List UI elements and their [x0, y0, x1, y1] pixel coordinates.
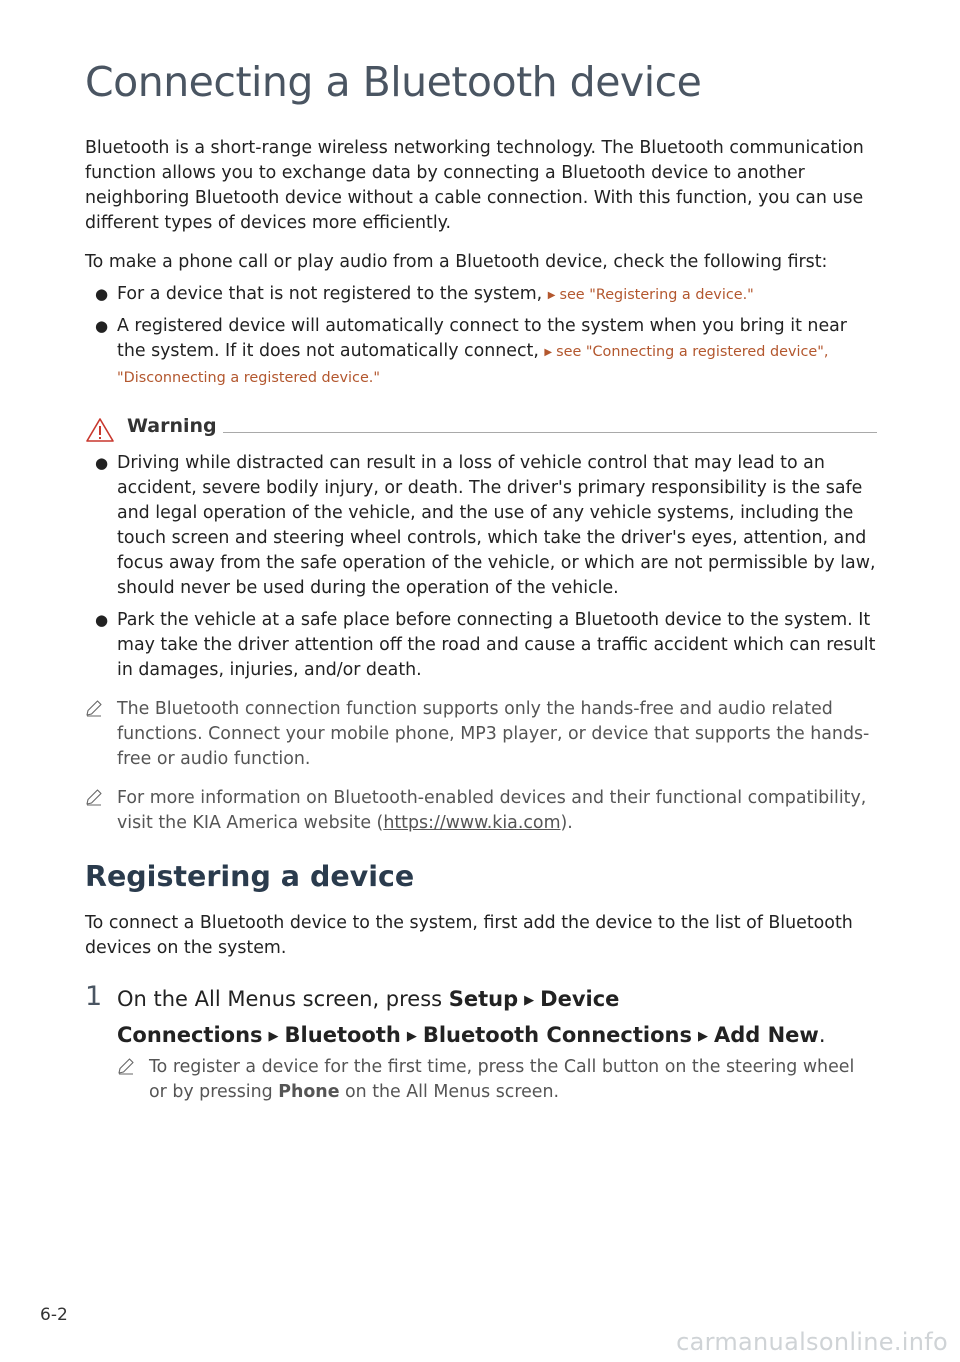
watermark: carmanualsonline.info [676, 1328, 948, 1356]
cross-reference-link[interactable]: ▶ see "Connecting a registered device", "Disconnecting a registered device." [117, 344, 829, 386]
divider [223, 432, 877, 433]
step-number: 1 [85, 981, 103, 1012]
menu-path-setup: Setup [448, 987, 519, 1011]
cross-reference-link[interactable]: ▶ see "Registering a device." [547, 287, 754, 303]
menu-path-bluetooth: Bluetooth [284, 1023, 401, 1047]
list-item: ● For a device that is not registered to the system, ▶ see "Registering a device." [117, 282, 877, 308]
list-item: ● A registered device will automatically connect to the system when you bring it near the system. If it does not automatically connect, ▶ see "Connecting a registered device", "Disconnecting a registered device." [95, 316, 847, 386]
arrow-right-icon: ▶ [697, 1029, 708, 1044]
bullet-icon: ● [95, 317, 109, 335]
arrow-right-icon: ▶ [547, 290, 556, 301]
arrow-right-icon: ▶ [268, 1029, 279, 1044]
pencil-note-icon [117, 1057, 135, 1083]
arrow-right-icon: ▶ [406, 1029, 417, 1044]
pencil-note-icon [85, 699, 103, 725]
warning-item: ● Park the vehicle at a safe place before connecting a Bluetooth device to the system. It may take the driver attention off the road and cause a traffic accident which can result in damages, injuries, and/or death. [95, 610, 876, 680]
menu-path-bluetooth-connections: Bluetooth Connections [422, 1023, 692, 1047]
page-number: 6-2 [40, 1305, 68, 1325]
menu-path-add-new: Add New [713, 1023, 819, 1047]
arrow-right-icon: ▶ [524, 993, 535, 1008]
section-intro: To connect a Bluetooth device to the system, first add the device to the list of Bluetooth devices on the system. [85, 913, 853, 958]
note: For more information on Bluetooth-enabled devices and their functional compatibility, visit the KIA America website (https://www.kia.com). [117, 786, 877, 836]
bullet-icon: ● [95, 285, 109, 303]
menu-path-device-connections: Device Connections [117, 987, 620, 1047]
kia-website-link[interactable]: https://www.kia.com [383, 813, 561, 833]
page-title: Connecting a Bluetooth device [85, 58, 702, 106]
step-1: 1 On the All Menus screen, press Setup ▶ Device Connections ▶ Bluetooth ▶ Bluetooth Connections ▶ Add New. [85, 981, 826, 1047]
note: The Bluetooth connection function supports only the hands-free and audio related functions. Connect your mobile phone, MP3 player, or device that supports the hands-free or audio function. [117, 697, 877, 772]
bullet-icon: ● [95, 454, 109, 472]
intro-paragraph: Bluetooth is a short-range wireless networking technology. The Bluetooth communication function allows you to exchange data by connecting a Bluetooth device to another neighboring Bluetooth device without a cable connection. With this function, you can use different types of devices more efficiently. [85, 138, 864, 233]
pencil-note-icon [85, 788, 103, 814]
section-title: Registering a device [85, 860, 415, 893]
bullet-icon: ● [95, 611, 109, 629]
warning-item: ● Driving while distracted can result in a loss of vehicle control that may lead to an accident, severe bodily injury, or death. The driver's primary responsibility is the safe and legal operation of the vehicle, and the use of any vehicle systems, including the touch screen and steering wheel controls, which take the driver's eyes, attention, and focus away from the safe operation of the vehicle, or which are not permissible by law, should never be used during the operation of the vehicle. [95, 453, 876, 598]
warning-triangle-icon [85, 417, 115, 447]
check-first-paragraph: To make a phone call or play audio from a Bluetooth device, check the following first: [85, 252, 828, 272]
warning-label: Warning [127, 415, 217, 437]
warning-header [85, 414, 877, 444]
step-note: To register a device for the first time, press the Call button on the steering wheel or by pressing Phone on the All Menus screen. [149, 1055, 877, 1105]
arrow-right-icon: ▶ [544, 347, 553, 358]
